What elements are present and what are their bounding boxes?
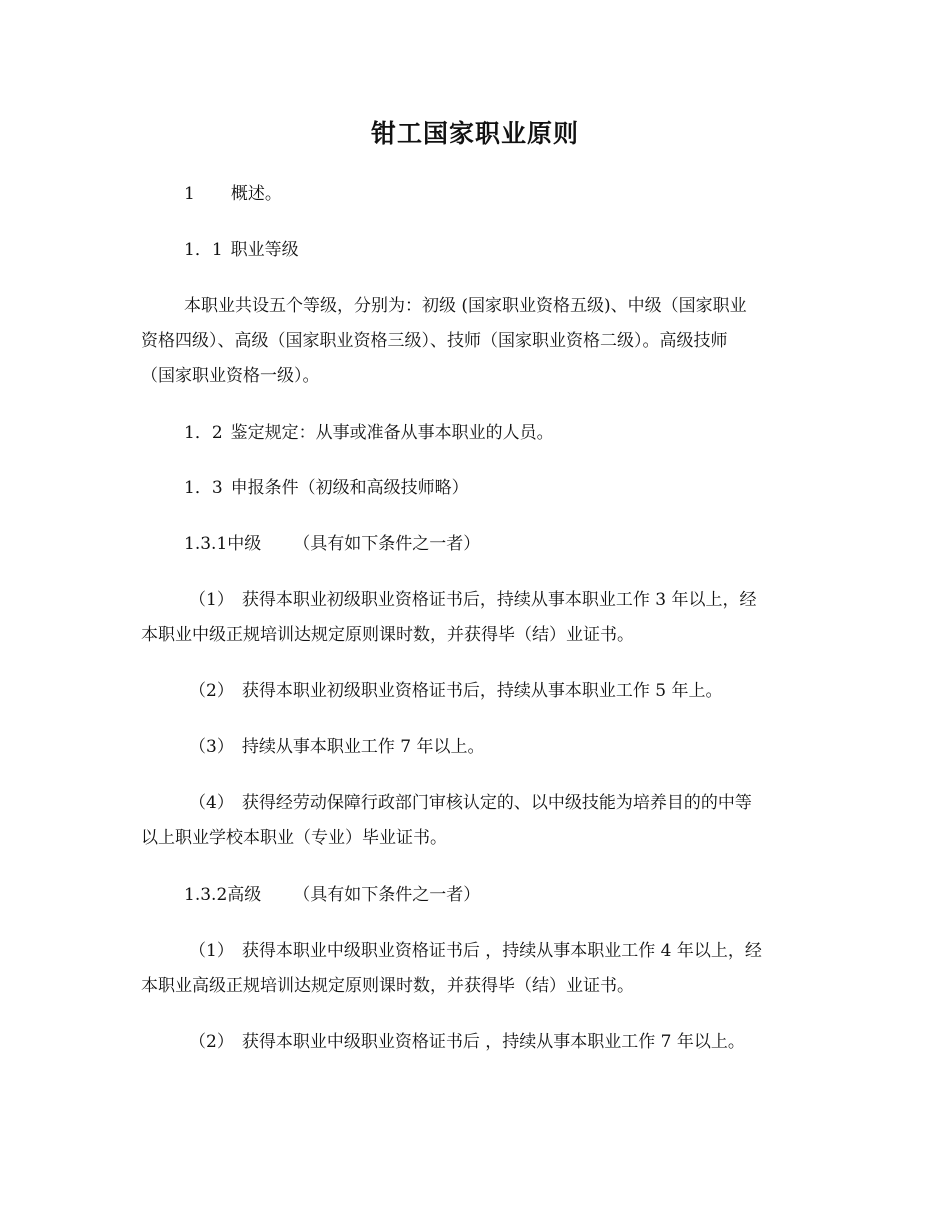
item-text: 持续从事本职业工作 7 年以上。 [241, 737, 485, 757]
levels-para-line-3: （国家职业资格一级）。 [141, 366, 320, 386]
list-item-continuation: 本职业中级正规培训达规定原则课时数，并获得毕（结）业证书。 [141, 625, 634, 645]
section-1-3-1-heading [184, 532, 480, 556]
section-text: 鉴定规定：从事或准备从事本职业的人员。 [230, 423, 554, 443]
section-note: （具有如下条件之一者） [293, 885, 481, 905]
list-item [189, 791, 752, 815]
section-1-2-heading [184, 421, 554, 445]
list-item-continuation: 本职业高级正规培训达规定原则课时数，并获得毕（结）业证书。 [141, 976, 634, 996]
section-text: 概述。 [230, 184, 282, 204]
item-text: 获得本职业中级职业资格证书后 ，持续从事本职业工作 4 年以上，经 [241, 941, 762, 961]
section-1-heading [184, 182, 282, 206]
section-number: 1．3 [184, 478, 223, 498]
item-number: （1） [189, 590, 234, 610]
section-1-3-2-heading [184, 883, 480, 907]
section-note: （具有如下条件之一者） [293, 534, 481, 554]
item-number: （3） [189, 737, 234, 757]
list-item [189, 939, 762, 963]
section-number: 1．2 [184, 423, 223, 443]
list-item [189, 1030, 745, 1054]
levels-para-line-2: 资格四级）、高级（国家职业资格三级）、技师（国家职业资格二级）。高级技师 [141, 331, 728, 351]
item-number: （2） [189, 681, 234, 701]
item-text: 获得本职业中级职业资格证书后 ，持续从事本职业工作 7 年以上。 [241, 1032, 745, 1052]
list-item-continuation: 以上职业学校本职业（专业）毕业证书。 [141, 828, 447, 848]
item-text: 获得本职业初级职业资格证书后，持续从事本职业工作 3 年以上，经 [241, 590, 757, 610]
section-1-1-heading [184, 238, 299, 262]
item-text: 获得经劳动保障行政部门审核认定的、以中级技能为培养目的的中等 [241, 793, 752, 813]
section-text: 申报条件（初级和高级技师略） [230, 478, 469, 498]
list-item [189, 588, 756, 612]
levels-para-line-1: 本职业共设五个等级，分别为：初级 (国家职业资格五级)、中级（国家职业 [184, 296, 747, 316]
section-number: 1.3.2 [184, 885, 228, 905]
section-number: 1.3.1 [184, 534, 228, 554]
item-number: （1） [189, 941, 234, 961]
section-label: 中级 [227, 534, 262, 554]
list-item [189, 735, 484, 759]
list-item [189, 679, 722, 703]
item-number: （2） [189, 1032, 234, 1052]
section-text: 职业等级 [230, 240, 299, 260]
section-label: 高级 [227, 885, 262, 905]
item-number: （4） [189, 793, 234, 813]
section-number: 1．1 [184, 240, 223, 260]
item-text: 获得本职业初级职业资格证书后，持续从事本职业工作 5 年上。 [241, 681, 723, 701]
document-title: 钳工国家职业原则 [370, 119, 579, 148]
section-1-3-heading [184, 476, 469, 500]
section-number: 1 [184, 184, 195, 204]
